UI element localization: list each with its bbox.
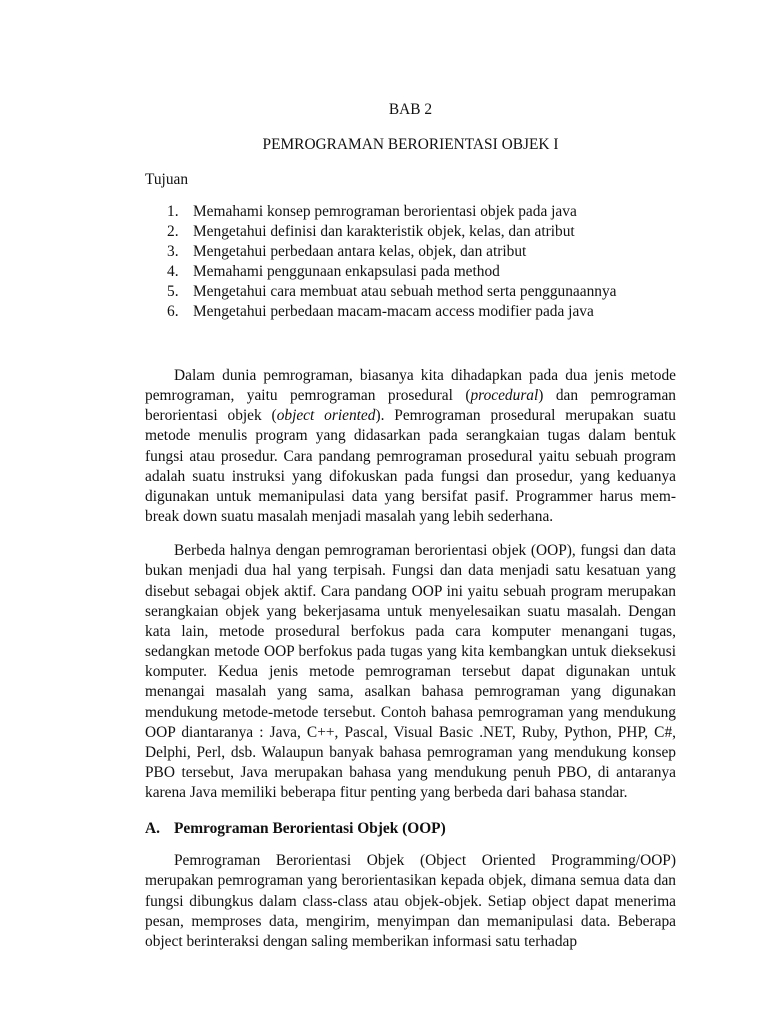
goals-list <box>145 202 676 322</box>
list-text: Mengetahui perbedaan macam-macam access modifier pada java <box>193 303 594 320</box>
list-number: 2. <box>167 223 179 240</box>
italic-term: object oriented <box>276 407 376 425</box>
paragraph-procedural <box>145 366 676 527</box>
list-number: 4. <box>167 263 179 280</box>
document-page <box>145 100 676 952</box>
list-text: Mengetahui perbedaan antara kelas, objek, dan atribut <box>193 243 527 260</box>
list-text: Mengetahui definisi dan karakteristik objek, kelas, dan atribut <box>193 223 575 240</box>
list-item <box>145 222 676 242</box>
paragraph-text: ) dan pemrograman berorientasi objek ( <box>145 387 676 425</box>
list-item <box>145 202 676 222</box>
paragraph-text: ). Pemrograman prosedural merupakan suatu metode menulis program yang didasarkan pada serangkaian tugas dalam bentuk fungsi atau prosedur. Cara pandang pemrograman prosedural yaitu sebuah program adalah suatu instruksi yang difokuskan pada fungsi dan prosedur, yang keduanya digunakan untuk memanipulasi data yang bersifat pasif. Programmer harus mem-break down suatu masalah menjadi masalah yang lebih sederhana. <box>145 407 677 526</box>
list-number: 1. <box>167 203 179 220</box>
section-heading-a <box>145 819 676 839</box>
chapter-number: BAB 2 <box>388 101 433 118</box>
section-title: Pemrograman Berorientasi Objek (OOP) <box>174 820 446 838</box>
list-text: Memahami penggunaan enkapsulasi pada method <box>193 263 500 280</box>
list-item <box>145 302 676 322</box>
list-number: 5. <box>167 283 179 300</box>
list-item <box>145 282 676 302</box>
list-text: Memahami konsep pemrograman berorientasi objek pada java <box>193 203 577 220</box>
goals-heading: Tujuan <box>145 171 189 188</box>
list-text: Mengetahui cara membuat atau sebuah method serta penggunaannya <box>193 283 617 300</box>
list-item <box>145 242 676 262</box>
list-number: 3. <box>167 243 179 260</box>
paragraph-oop-difference: Berbeda halnya dengan pemrograman berorientasi objek (OOP), fungsi dan data bukan menjadi dua hal yang terpisah. Fungsi dan data menjadi satu kesatuan yang disebut sebagai objek aktif. Cara pandang OOP ini yaitu sebuah program merupakan serangkaian objek yang bekerjasama untuk menyelesaikan suatu masalah. Dengan kata lain, metode prosedural berfokus pada cara komputer menangani tugas, sedangkan metode OOP berfokus pada tugas yang kita kembangkan untuk dieksekusi komputer. Kedua jenis metode pemrograman tersebut dapat digunakan untuk menangai masalah yang sama, asalkan bahasa pemrograman yang digunakan mendukung metode-metode tersebut. Contoh bahasa pemrograman yang mendukung OOP diantaranya : Java, C++, Pascal, Visual Basic .NET, Ruby, Python, PHP, C#, Delphi, Perl, dsb. Walaupun banyak bahasa pemrograman yang mendukung konsep PBO tersebut, Java merupakan bahasa yang mendukung penuh PBO, di antaranya karena Java memiliki beberapa fitur penting yang berbeda dari bahasa standar. <box>145 542 676 802</box>
paragraph-oop-definition: Pemrograman Berorientasi Objek (Object Oriented Programming/OOP) merupakan pemrograman yang berorientasikan kepada objek, dimana semua data dan fungsi dibungkus dalam class-class atau objek-objek. Setiap object dapat menerima pesan, memproses data, mengirim, menyimpan dan memanipulasi data. Beberapa object berinteraksi dengan saling memberikan informasi satu terhadap <box>145 852 676 950</box>
section-letter: A. <box>145 820 160 838</box>
paragraph-text: Dalam dunia pemrograman, biasanya kita dihadapkan pada dua jenis metode pemrograman, yaitu pemrograman prosedural ( <box>145 367 676 405</box>
list-number: 6. <box>167 303 179 320</box>
italic-term: procedural <box>470 387 539 405</box>
chapter-title: PEMROGRAMAN BERORIENTASI OBJEK I <box>262 136 559 153</box>
list-item <box>145 262 676 282</box>
